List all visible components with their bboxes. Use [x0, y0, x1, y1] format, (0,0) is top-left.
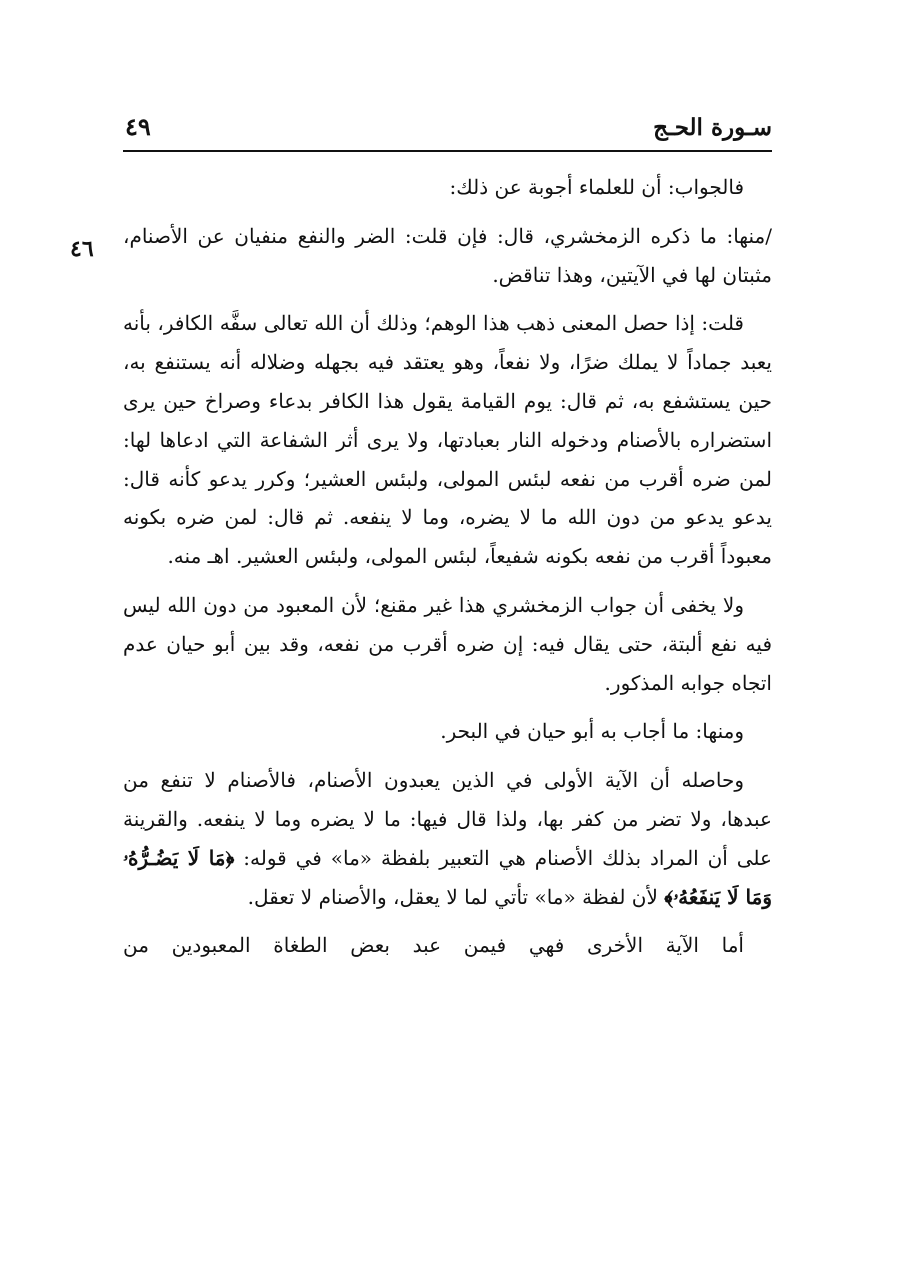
page-header	[123, 112, 772, 148]
paragraph: /منها: ما ذكره الزمخشري، قال: فإن قلت: الضر والنفع منفيان عن الأصنام، مثبتان لها في الآيتين، وهذا تناقض.	[123, 223, 772, 287]
paragraph: قلت: إذا حصل المعنى ذهب هذا الوهم؛ وذلك أن الله تعالى سفَّه الكافر، بأنه يعبد جماداً لا يملك ضرًا، ولا نفعاً، وهو يعتقد فيه بجهله وضلاله أنه يستنفع به، حين يستشفع به، ثم قال: يوم القيامة يقول هذا الكافر بدعاء وصراخ حين يرى استضراره بالأصنام ودخوله النار بعبادتها، ولا يرى أثر الشفاعة التي ادعاها لها: لمن ضره أقرب من نفعه لبئس المولى، ولبئس العشير؛ وكرر يدعو كأنه قال: يدعو يدعو من دون الله ما لا يضره، وما لا ينفعه. ثم قال: لمن ضره بكونه معبوداً أقرب من نفعه بكونه شفيعاً، لبئس المولى، ولبئس العشير. اهـ منه.	[123, 311, 772, 569]
paragraph: أما الآية الأخرى فهي فيمن عبد بعض الطغاة المعبودين من	[123, 933, 744, 958]
paragraph: ومنها: ما أجاب به أبو حيان في البحر.	[440, 719, 744, 744]
paragraph-text: لأن لفظة «ما» تأتي لما لا يعقل، والأصنام لا تعقل.	[247, 884, 658, 909]
paragraph-text: وحاصله أن الآية الأولى في الذين يعبدون الأصنام، فالأصنام لا تنفع من عبدها، ولا تضر من كفر بها، ولذا قال فيها: ما لا يضره وما لا ينفعه. والقرينة على أن المراد بذلك الأصنام هي التعبير بلفظة «ما» في قوله:	[123, 768, 772, 870]
paragraph: فالجواب: أن للعلماء أجوبة عن ذلك:	[449, 175, 744, 199]
paragraph	[123, 761, 772, 916]
paragraph: ولا يخفى أن جواب الزمخشري هذا غير مقنع؛ لأن المعبود من دون الله ليس فيه نفع ألبتة، حتى يقال فيه: إن ضره أقرب من نفعه، وقد بين أبو حيان عدم اتجاه جوابه المذكور.	[123, 592, 772, 695]
surah-title: سـورة الحـج	[653, 114, 772, 141]
quran-quote: ﴿مَا لَا يَضُـرُّهُۥ وَمَا لَا يَنفَعُهُۥ﴾	[123, 845, 772, 909]
margin-page-reference: ٤٦	[70, 236, 94, 262]
header-rule	[123, 150, 772, 152]
page-number: ٤٩	[125, 112, 151, 141]
page-body	[123, 168, 772, 975]
